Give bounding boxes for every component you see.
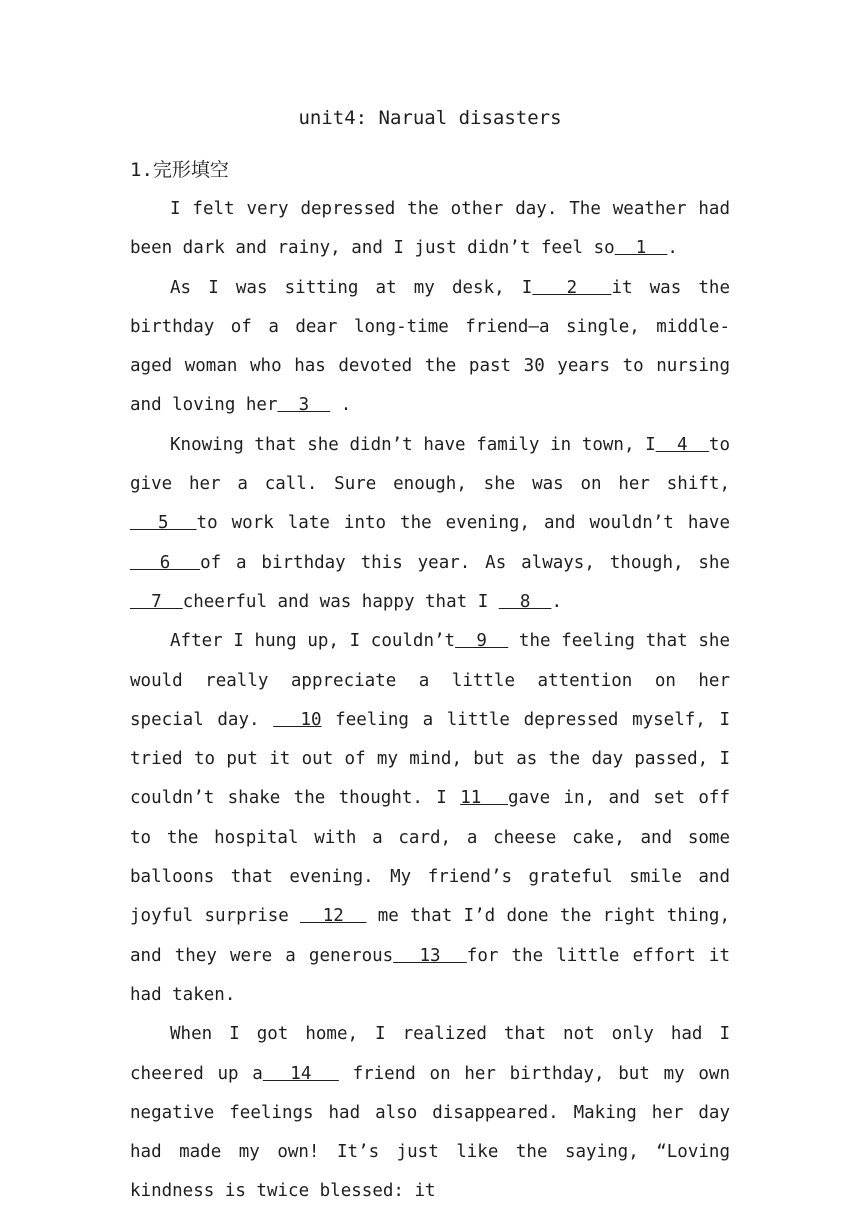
passage-paragraph [130, 269, 730, 426]
answer-blank: 9 [455, 631, 509, 652]
passage-text: When I got home, I realized that not only had I cheered up a [130, 1024, 730, 1084]
passage-text: As I was sitting at my desk, I [170, 277, 533, 298]
answer-blank: 11 [460, 788, 508, 809]
passage-text: After I hung up, I couldn’t [170, 631, 456, 652]
passage-paragraph [130, 426, 730, 622]
passage-text: gave in, and set off to the hospital with a card, a cheese cake, and some balloons that evening. My friend’s grateful smile and joyful surprise [130, 788, 731, 927]
passage-text: cheerful and was happy that I [182, 591, 499, 612]
answer-blank: 3 [277, 395, 331, 416]
passage-text: . [667, 238, 678, 259]
passage-text: feeling a little depressed myself, I tried to put it out of my mind, but as the day passed, I couldn’t shake the thought. I [130, 709, 731, 809]
cloze-passage [130, 190, 730, 1212]
passage-text: friend on her birthday, but my own negative feelings had also disappeared. Making her day had made my own! It’s just like the saying, “Loving kindness is twice blessed: it [130, 1063, 730, 1202]
answer-blank: 6 [130, 552, 201, 573]
section-label: 1.完形填空 [130, 159, 229, 181]
passage-text: it was the birthday of a dear long-time friend—a single, middle-aged woman who has devoted the past 30 years to nursing and loving her [130, 277, 731, 416]
passage-text: I felt very depressed the other day. The weather had been dark and rainy, and I just didn’t feel so [130, 199, 730, 259]
answer-blank: 8 [498, 591, 552, 612]
passage-text: of a birthday this year. As always, though, she [200, 552, 730, 573]
passage-text: . [330, 395, 352, 416]
document-title: unit4: Narual disasters [298, 107, 562, 129]
passage-text: for the little effort it had taken. [130, 945, 730, 1005]
passage-paragraph [130, 190, 730, 269]
answer-blank: 7 [130, 591, 183, 612]
answer-blank: 4 [655, 434, 709, 455]
answer-blank: 13 [393, 945, 467, 966]
passage-text: to give her a call. Sure enough, she was on her shift, [130, 434, 730, 495]
passage-text: Knowing that she didn’t have family in town, I [170, 434, 656, 455]
passage-paragraph [130, 1015, 730, 1211]
answer-blank: 12 [300, 906, 367, 927]
passage-text: . [551, 591, 562, 612]
answer-blank: 14 [262, 1063, 339, 1084]
passage-text: to work late into the evening, and wouldn’t have [196, 513, 730, 534]
passage-text: the feeling that she would really appreciate a little attention on her special day. [130, 631, 730, 730]
answer-blank: 1 [614, 238, 668, 259]
passage-text: me that I’d done the right thing, and they were a generous [130, 906, 730, 966]
passage-paragraph [130, 622, 730, 1015]
answer-blank: 5 [130, 513, 197, 534]
answer-blank: 2 [532, 277, 612, 298]
answer-blank: 10 [273, 709, 322, 730]
